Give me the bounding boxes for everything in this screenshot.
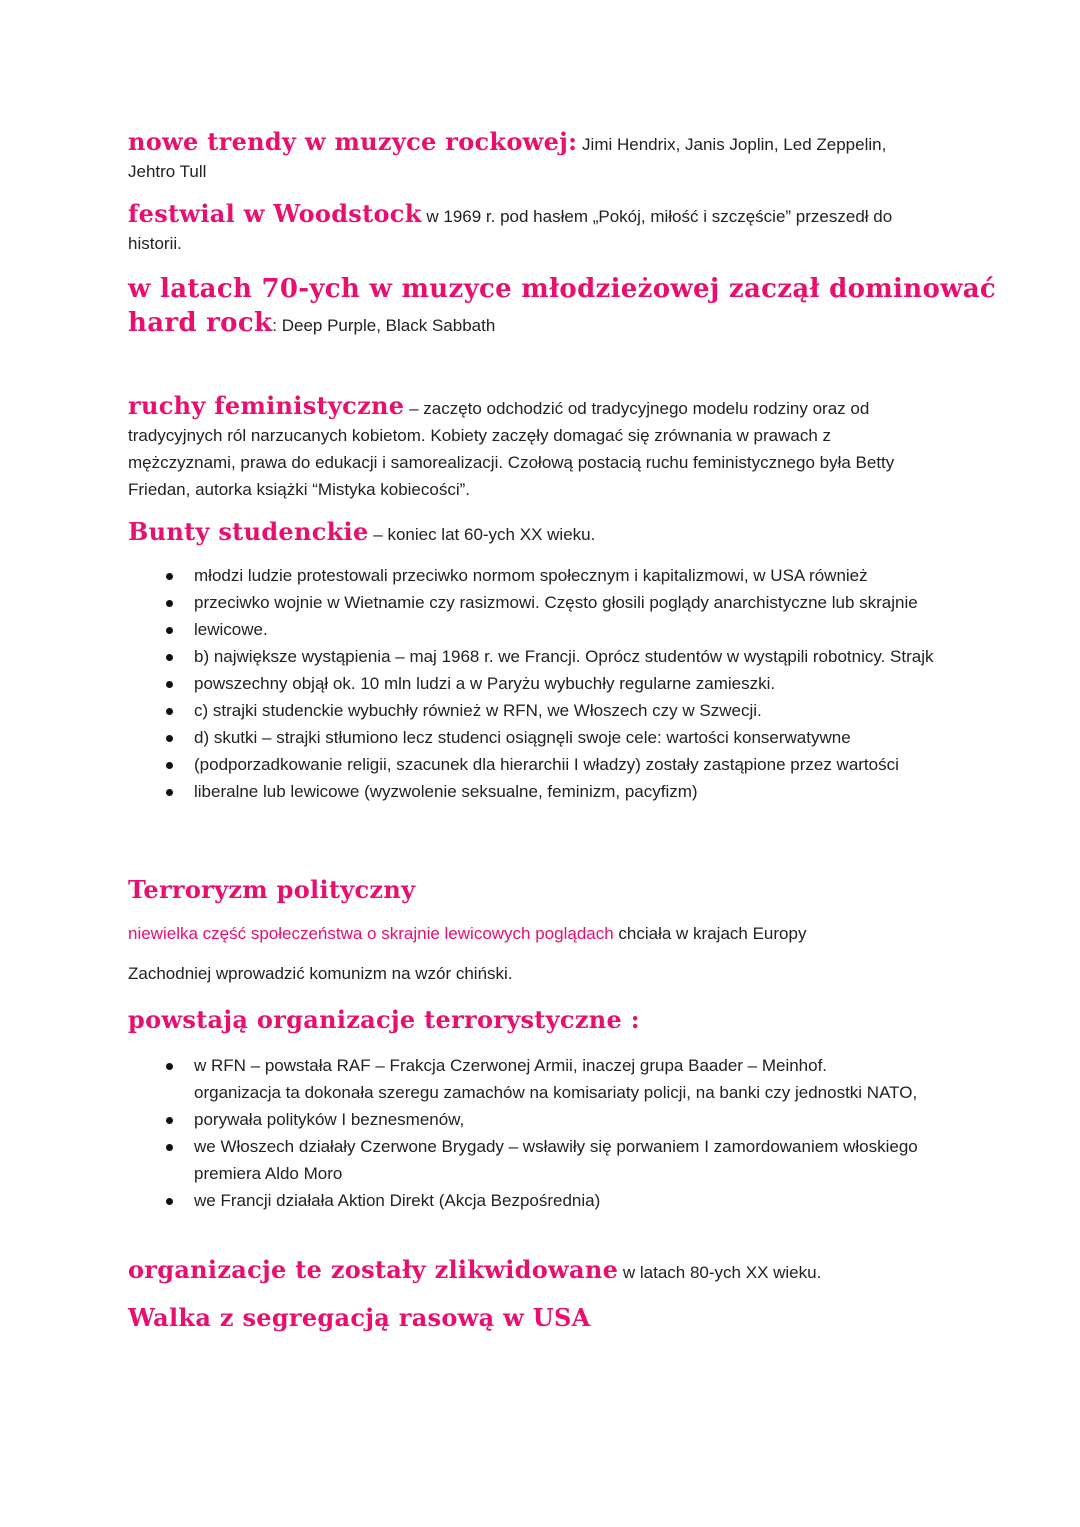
section-hardrock [128,272,1008,343]
text-rock: Jimi Hendrix, Janis Joplin, Led Zeppelin, [577,135,887,154]
text-feminism: – zaczęto odchodzić od tradycyjnego modelu rodziny oraz od [404,399,870,418]
bullet-icon [166,735,173,742]
text-feminism-line-2: mężczyznami, prawa do edukacji i samorealizacji. Czołową postacią ruchu feministycznego była Betty [128,453,895,472]
list-item: porywała polityków I beznesmenów, [128,1106,918,1133]
text-rock-2: Jehtro Tull [128,162,207,181]
heading-rock: nowe trendy w muzyce rockowej: [128,127,578,156]
bullet-icon [166,627,173,634]
heading-terrorism: Terroryzm polityczny [128,875,416,904]
section-students [128,518,968,805]
list-item: we Francji działała Aktion Direkt (Akcja Bezpośrednia) [128,1187,918,1214]
list-item: powszechny objął ok. 10 mln ludzi a w Paryżu wybuchły regularne zamieszki. [128,670,958,697]
bullet-icon [166,1063,173,1070]
list-item: przeciwko wojnie w Wietnamie czy rasizmowi. Często głosili poglądy anarchistyczne lub skrajnie [128,589,958,616]
bullet-icon [166,1144,173,1151]
list-item: liberalne lub lewicowe (wyzwolenie seksualne, feminizm, pacyfizm) [128,778,958,805]
bullet-icon [166,1117,173,1124]
section-segregation [128,1302,958,1334]
text-hardrock: : Deep Purple, Black Sabbath [272,316,496,335]
list-item: b) największe wystąpienia – maj 1968 r. we Francji. Oprócz studentów w wystąpili robotnicy. Strajk [128,643,958,670]
bullet-icon [166,681,173,688]
list-item: c) strajki studenckie wybuchły również w RFN, we Włoszech czy w Szwecji. [128,697,958,724]
text-students: – koniec lat 60-ych XX wieku. [368,525,596,544]
section-liquidated [128,1256,958,1286]
heading-students: Bunty studenckie [128,517,369,546]
text-feminism-line-3: Friedan, autorka książki “Mistyka kobiecości”. [128,480,471,499]
heading-liquidated: organizacje te zostały zlikwidowane [128,1255,619,1284]
heading-organizations: powstają organizacje terrorystyczne : [128,1005,640,1034]
list-item: (podporzadkowanie religii, szacunek dla hierarchii I władzy) zostały zastąpione przez wartości [128,751,958,778]
text-terrorism: chciała w krajach Europy [613,924,807,943]
bullet-icon [166,708,173,715]
text-feminism-line-1: tradycyjnych ról narzucanych kobietom. Kobiety zaczęły domagać się zrównania w prawach z [128,426,831,445]
list-item: w RFN – powstała RAF – Frakcja Czerwonej Armii, inaczej grupa Baader – Meinhof. organizacja ta dokonała szeregu zamachów na komisariaty policji, na banki czy jednostki NATO, [128,1052,918,1106]
text-terrorism-highlight: niewielka część społeczeństwa o skrajnie lewicowych poglądach [128,924,614,943]
text-woodstock-2: historii. [128,234,182,253]
bullet-icon [166,654,173,661]
heading-segregation: Walka z segregacją rasową w USA [128,1303,591,1332]
section-organizations [128,1004,958,1214]
section-feminism [128,392,968,503]
text-liquidated: w latach 80-ych XX wieku. [618,1263,822,1282]
bullet-icon [166,573,173,580]
heading-feminism: ruchy feministyczne [128,391,405,420]
list-item: we Włoszech działały Czerwone Brygady – wsławiły się porwaniem I zamordowaniem włoskiego premiera Aldo Moro [128,1133,918,1187]
section-woodstock [128,200,958,257]
list-students [128,562,958,805]
list-item: lewicowe. [128,616,958,643]
bullet-icon [166,789,173,796]
heading-hardrock-2: hard rock [128,308,273,338]
heading-woodstock: festwial w Woodstock [128,199,422,228]
text-terrorism-2: Zachodniej wprowadzić komunizm na wzór chiński. [128,964,513,983]
section-terrorism [128,874,958,987]
list-item: d) skutki – strajki stłumiono lecz studenci osiągnęli swoje cele: wartości konserwatywne [128,724,958,751]
heading-hardrock-1: w latach 70-ych w muzyce młodzieżowej zaczął dominować [128,274,997,304]
section-rock [128,128,958,185]
bullet-icon [166,600,173,607]
text-woodstock: w 1969 r. pod hasłem „Pokój, miłość i szczęście” przeszedł do [421,207,893,226]
bullet-icon [166,762,173,769]
list-organizations [128,1052,918,1214]
bullet-icon [166,1198,173,1205]
list-item: młodzi ludzie protestowali przeciwko normom społecznym i kapitalizmowi, w USA również [128,562,958,589]
